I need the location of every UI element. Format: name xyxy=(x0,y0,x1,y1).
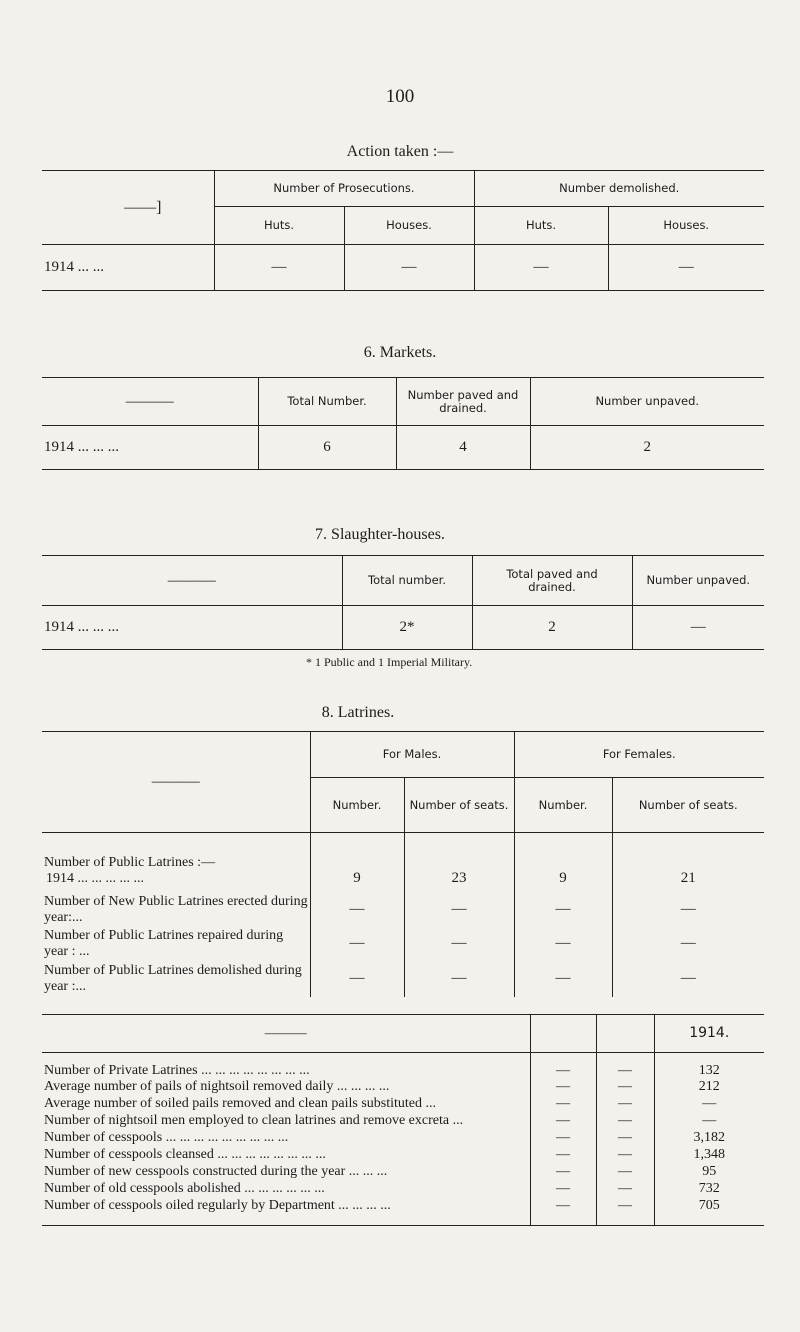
markets-heading: 6. Markets. xyxy=(363,344,437,361)
cell: — xyxy=(310,961,404,997)
action-sub-header: Houses. xyxy=(344,207,474,245)
cell: — xyxy=(214,245,344,291)
cell: 3,182 xyxy=(693,1130,725,1145)
table-row xyxy=(42,961,764,997)
row-label: Number of Public Latrines :— xyxy=(44,854,216,870)
cell: — xyxy=(596,1113,654,1130)
row-label: Number of cesspools oiled regularly by Department ... ... ... ... xyxy=(42,1198,530,1226)
row-label: Average number of pails of nightsoil removed daily ... ... ... ... xyxy=(42,1079,530,1096)
table-row xyxy=(42,606,764,650)
row-label: 1914 ... ... ... xyxy=(42,426,258,470)
markets-table xyxy=(42,377,764,470)
cell: — xyxy=(530,1198,596,1226)
cell: 705 xyxy=(698,1197,720,1213)
cell: — xyxy=(404,893,514,927)
markets-header: Number unpaved. xyxy=(595,394,700,408)
row-label: Number of old cesspools abolished ... ... ... ... ... ... xyxy=(42,1181,530,1198)
row-label: 1914 ... ... ... xyxy=(42,606,342,650)
row-label: Average number of soiled pails removed and clean pails substituted ... xyxy=(42,1096,530,1113)
markets-corner: ——— xyxy=(42,378,258,426)
page-number: 100 xyxy=(385,86,415,107)
row-label: Number of Private Latrines ... ... ... ... ... ... ... ... xyxy=(42,1053,530,1079)
table-row xyxy=(42,893,764,927)
cell: 4 xyxy=(396,426,530,470)
table-row xyxy=(42,927,764,961)
action-heading: Action taken :— xyxy=(346,143,454,160)
cell: — xyxy=(404,961,514,997)
cell: 212 xyxy=(698,1079,720,1094)
cell: — xyxy=(680,935,696,951)
cell: — xyxy=(596,1096,654,1113)
row-label: Number of New Public Latrines erected during year:... xyxy=(42,893,310,927)
private-year-header: 1914. xyxy=(689,1025,730,1041)
slaughter-header: Total paved and drained. xyxy=(472,556,632,606)
action-group-header: Number of Prosecutions. xyxy=(214,171,474,207)
row-label: 1914 ... ... xyxy=(42,245,214,291)
cell: 9 xyxy=(514,833,612,893)
row-label: Number of new cesspools constructed during the year ... ... ... xyxy=(42,1164,530,1181)
cell: — xyxy=(596,1053,654,1079)
row-label: Number of cesspools cleansed ... ... ... ... ... ... ... ... xyxy=(42,1147,530,1164)
action-table xyxy=(42,170,764,291)
cell: — xyxy=(596,1079,654,1096)
cell: — xyxy=(596,1164,654,1181)
table-row xyxy=(42,426,764,470)
row-label: Number of cesspools ... ... ... ... ... ... ... ... ... xyxy=(42,1130,530,1147)
action-group-header: Number demolished. xyxy=(474,171,764,207)
action-sub-header: Huts. xyxy=(474,207,608,245)
cell: — xyxy=(678,259,694,275)
private-corner: ——— xyxy=(42,1015,530,1053)
slaughter-header: Number unpaved. xyxy=(646,573,751,587)
cell: — xyxy=(530,1130,596,1147)
cell: — xyxy=(596,1198,654,1226)
slaughter-heading: 7. Slaughter-houses. xyxy=(315,526,445,543)
cell: — xyxy=(404,927,514,961)
row-label: Number of nightsoil men employed to clean latrines and remove excreta ... xyxy=(42,1113,530,1130)
latrines-sub-header: Number. xyxy=(310,778,404,833)
cell: 95 xyxy=(702,1164,717,1179)
cell: — xyxy=(474,245,608,291)
cell: — xyxy=(596,1130,654,1147)
cell: — xyxy=(514,961,612,997)
cell: — xyxy=(702,1096,717,1111)
cell: — xyxy=(530,1147,596,1164)
slaughter-corner: ——— xyxy=(42,556,342,606)
cell: — xyxy=(530,1181,596,1198)
row-label: 1914 ... ... ... ... ... xyxy=(46,870,144,886)
table-row xyxy=(42,1130,764,1147)
cell: 9 xyxy=(310,833,404,893)
cell: — xyxy=(596,1181,654,1198)
table-row xyxy=(42,1164,764,1181)
markets-header: Number paved and drained. xyxy=(396,378,530,426)
row-label: Number of Public Latrines demolished during year :... xyxy=(42,961,310,997)
cell: 132 xyxy=(698,1062,720,1078)
cell: — xyxy=(514,927,612,961)
table-row xyxy=(42,1198,764,1226)
action-sub-header: Houses. xyxy=(663,218,710,232)
cell: — xyxy=(344,245,474,291)
table-row xyxy=(42,1053,764,1079)
slaughter-footnote: * 1 Public and 1 Imperial Military. xyxy=(306,655,473,669)
cell: 732 xyxy=(698,1181,720,1196)
table-row xyxy=(42,1096,764,1113)
latrines-heading: 8. Latrines. xyxy=(321,704,395,721)
cell: — xyxy=(596,1147,654,1164)
latrines-sub-header: Number of seats. xyxy=(404,778,514,833)
table-row xyxy=(42,833,764,893)
action-corner: ——] xyxy=(42,171,214,245)
latrines-corner: ——— xyxy=(42,732,310,833)
cell: 2 xyxy=(643,439,651,455)
table-row xyxy=(42,245,764,291)
markets-header: Total Number. xyxy=(258,378,396,426)
table-row xyxy=(42,1113,764,1130)
cell: 23 xyxy=(404,833,514,893)
slaughter-header: Total number. xyxy=(342,556,472,606)
cell: — xyxy=(690,619,706,635)
latrines-table xyxy=(42,731,764,997)
table-row xyxy=(42,1147,764,1164)
cell: — xyxy=(530,1113,596,1130)
latrines-sub-header: Number. xyxy=(514,778,612,833)
cell: 2 xyxy=(472,606,632,650)
cell: 2* xyxy=(342,606,472,650)
cell: — xyxy=(514,893,612,927)
cell: — xyxy=(530,1164,596,1181)
private-table xyxy=(42,1014,764,1226)
cell: — xyxy=(530,1053,596,1079)
table-row xyxy=(42,1181,764,1198)
cell: 1,348 xyxy=(693,1147,725,1162)
cell: — xyxy=(702,1113,717,1128)
latrines-group-header: For Males. xyxy=(310,732,514,778)
row-label: Number of Public Latrines repaired during year : ... xyxy=(42,927,310,961)
action-sub-header: Huts. xyxy=(214,207,344,245)
cell: — xyxy=(310,893,404,927)
latrines-group-header: For Females. xyxy=(514,732,764,778)
cell: 21 xyxy=(680,869,696,886)
table-row xyxy=(42,1079,764,1096)
cell: 6 xyxy=(258,426,396,470)
latrines-sub-header: Number of seats. xyxy=(638,797,738,812)
slaughter-table xyxy=(42,555,764,650)
cell: — xyxy=(530,1079,596,1096)
cell: — xyxy=(310,927,404,961)
cell: — xyxy=(680,970,696,986)
cell: — xyxy=(680,901,696,917)
cell: — xyxy=(530,1096,596,1113)
